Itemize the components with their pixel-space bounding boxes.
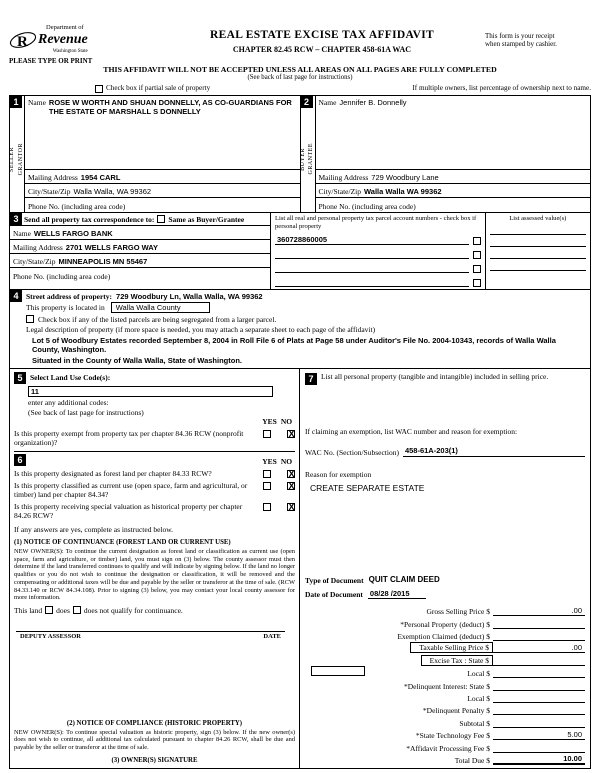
same-as-buyer-checkbox[interactable]	[157, 215, 165, 223]
warning-line: THIS AFFIDAVIT WILL NOT BE ACCEPTED UNLESS ALL AREAS ON ALL PAGES ARE FULLY COMPLETED	[103, 64, 497, 74]
land-qualify-row: This land does does not qualify for continuance.	[14, 605, 183, 615]
fee-row-taxable-selling-price: Taxable Selling Price $ .00	[305, 641, 585, 653]
wac-label: WAC No. (Section/Subsection)	[305, 447, 399, 457]
seller-mailing-row: Mailing Address 1954 CARL	[25, 170, 300, 184]
document-type-field[interactable]: QUIT CLAIM DEED	[368, 575, 440, 585]
assessed-values-header: List assessed value(s)	[509, 215, 567, 223]
seller-city-field[interactable]: Walla Walla, WA 99362	[73, 187, 152, 197]
street-address-label: Street address of property:	[26, 291, 113, 301]
fee-row-personal-property-deduct: *Personal Property (deduct) $	[305, 616, 585, 628]
seller-section	[10, 96, 300, 212]
exempt-no-checkbox[interactable]	[287, 430, 295, 438]
seller-mailing-field[interactable]: 1954 CARL	[80, 173, 121, 183]
segregated-checkbox[interactable]	[26, 315, 34, 323]
multiple-owners-note: If multiple owners, list percentage of ownership next to name.	[412, 84, 591, 93]
partial-sale-label: Check box if partial sale of property	[106, 84, 211, 93]
assessed-value-field-4[interactable]	[490, 259, 586, 271]
fee-row-exemption-claimed: Exemption Claimed (deduct) $	[305, 629, 585, 641]
personal-property-checkbox-1[interactable]	[473, 237, 481, 245]
legal-description-field[interactable]: Lot 5 of Woodbury Estates recorded September 8, 2004 in Roll File 6 of Plats at Page 58 under Auditor's File No. 2004-10343, records of Walla Walla County, Washington.	[32, 335, 556, 354]
correspondence-name-row: Name WELLS FARGO BANK	[10, 226, 270, 240]
partial-sale-checkbox[interactable]	[95, 85, 103, 93]
parcel-number-field-4[interactable]	[275, 277, 469, 287]
parcel-number-field-2[interactable]	[275, 249, 469, 259]
deputy-assessor-signature-line[interactable]: DEPUTY ASSESSOR DATE	[16, 631, 285, 641]
fee-row-affidavit-processing-fee: *Affidavit Processing Fee $	[305, 740, 585, 752]
fee-row-state-technology-fee: *State Technology Fee $ 5.00	[305, 728, 585, 740]
land-use-code-box[interactable]	[28, 386, 273, 397]
parcel-row-2	[275, 249, 481, 259]
fee-row-excise-tax-state: Excise Tax : State $	[305, 653, 585, 665]
parcel-row-1	[275, 235, 481, 245]
personal-property-checkbox-4[interactable]	[473, 279, 481, 287]
personal-property-checkbox-2[interactable]	[473, 251, 481, 259]
section7-number: 7	[305, 373, 317, 385]
forest-question-row	[14, 469, 295, 478]
notice-continuance-title: (1) NOTICE OF CONTINUANCE (FOREST LAND OR CURRENT USE)	[14, 538, 231, 546]
fee-row-delinquent-penalty: *Delinquent Penalty $	[305, 703, 585, 715]
buyer-section	[300, 96, 591, 212]
land-use-code-field[interactable]: 11	[31, 386, 39, 396]
correspondence-name-field[interactable]: WELLS FARGO BANK	[33, 229, 113, 239]
parcel-numbers-column	[271, 213, 486, 289]
reason-for-exemption-label: Reason for exemption	[305, 469, 372, 479]
seller-city-row: City/State/Zip Walla Walla, WA 99362	[25, 184, 300, 198]
wac-number-field[interactable]: 458-61A-203(1)	[403, 446, 585, 457]
tax-correspondence-section	[9, 213, 591, 290]
document-date-row	[305, 589, 585, 599]
document-type-label: Type of Document	[305, 575, 364, 585]
chapter-subtitle: CHAPTER 82.45 RCW – CHAPTER 458-61A WAC	[232, 44, 412, 54]
fee-row-delinquent-interest-local: Local $	[305, 691, 585, 703]
buyer-grantee-sidebar: BUYER GRANTEE	[301, 96, 316, 212]
parcel-number-field-1[interactable]: 360728860005	[275, 235, 469, 245]
see-back-note: (See back of last page for instructions)	[247, 74, 353, 82]
revenue-orbit-icon	[9, 27, 37, 51]
additional-codes-label: enter any additional codes:	[28, 397, 109, 407]
notice-compliance-title: (2) NOTICE OF COMPLIANCE (HISTORIC PROPERTY)	[66, 719, 243, 727]
historic-no-checkbox[interactable]	[287, 503, 295, 511]
total-due-field[interactable]: 10.00	[493, 754, 585, 765]
personal-property-label: List all personal property (tangible and intangible) included in selling price.	[321, 371, 549, 381]
dept-line1: Department of	[46, 24, 84, 31]
assessed-values-column	[486, 213, 590, 289]
parcel-row-4	[275, 277, 481, 287]
street-address-field[interactable]: 729 Woodbury Ln, Walla Walla, WA 99362	[116, 291, 263, 301]
seller-name-row: Name ROSE W WORTH AND SHUAN DONNELLY, AS CO-GUARDIANS FOR THE ESTATE OF MARSHALL S DONNELLY	[25, 96, 300, 170]
seller-name-field[interactable]: ROSE W WORTH AND SHUAN DONNELLY, AS CO-GUARDIANS FOR THE ESTATE OF MARSHALL S DONNELLY	[48, 98, 292, 117]
wac-row	[305, 446, 585, 457]
fee-row-gross-selling-price: Gross Selling Price $ .00	[305, 604, 585, 616]
exempt-question: Is this property exempt from property tax per chapter 84.36 RCW (nonprofit organization)?	[14, 428, 244, 447]
correspondence-mailing-field[interactable]: 2701 WELLS FARGO WAY	[65, 243, 159, 253]
located-in-label: This property is located in	[26, 303, 105, 313]
receipt-note: This form is your receipt when stamped by cashier.	[485, 32, 557, 49]
buyer-phone-row: Phone No. (including area code)	[318, 202, 416, 212]
current-use-yes-checkbox[interactable]	[263, 482, 271, 490]
dept-of-revenue-logo	[9, 24, 159, 65]
section2-number: 2	[301, 96, 313, 108]
current-use-question-row	[14, 481, 295, 499]
assessed-value-field-3[interactable]	[490, 247, 586, 259]
buyer-name-field[interactable]: Jennifer B. Donnelly	[339, 98, 407, 108]
exempt-question-row	[14, 429, 295, 447]
parcel-number-field-3[interactable]	[275, 263, 469, 273]
send-correspondence-row: Send all property tax correspondence to: Same as Buyer/Grantee	[10, 213, 270, 226]
correspondence-phone-row: Phone No. (including area code)	[13, 272, 111, 282]
county-field[interactable]: Walla Walla County	[111, 302, 210, 313]
page-title: REAL ESTATE EXCISE TAX AFFIDAVIT	[210, 29, 434, 41]
section4-number: 4	[10, 290, 22, 302]
land-use-section	[14, 372, 295, 452]
forest-question: Is this property designated as forest land per chapter 84.33 RCW?	[14, 468, 212, 478]
assessed-value-field-1[interactable]	[490, 223, 586, 235]
current-use-question: Is this property classified as current use (open space, farm and agricultural, or timber) land per chapter 84.34?	[14, 480, 248, 499]
correspondence-city-row: City/State/Zip MINNEAPOLIS MN 55467	[10, 254, 270, 268]
fee-row-excise-tax-local: Local $	[305, 666, 585, 678]
forest-yes-checkbox[interactable]	[263, 470, 271, 478]
form-header	[9, 24, 591, 65]
parties-section	[9, 95, 591, 213]
buyer-city-field[interactable]: Walla Walla WA 99362	[364, 187, 442, 197]
land-use-label: Select Land Use Code(s):	[30, 373, 111, 383]
assessed-value-field-2[interactable]	[490, 235, 586, 247]
dept-line3: Washington State	[52, 48, 88, 54]
current-use-no-checkbox[interactable]	[287, 482, 295, 490]
land-does-not-checkbox[interactable]	[73, 606, 81, 614]
correspondence-city-field[interactable]: MINNEAPOLIS MN 55467	[58, 257, 148, 267]
forest-no-checkbox[interactable]	[287, 470, 295, 478]
parcel-row-3	[275, 263, 481, 273]
fee-row-subtotal: Subtotal $	[305, 715, 585, 727]
lower-columns	[9, 369, 591, 769]
document-date-label: Date of Document	[305, 589, 363, 599]
historic-yes-checkbox[interactable]	[263, 503, 271, 511]
seller-phone-row: Phone No. (including area code)	[28, 202, 126, 212]
seller-grantor-sidebar: SELLER GRANTOR	[10, 96, 25, 212]
dept-line2: Revenue	[38, 31, 88, 47]
property-description-section	[9, 290, 591, 369]
personal-property-section	[305, 372, 585, 385]
historic-question: Is this property receiving special valuation as historical property per chapter 84.26 RCW?	[14, 501, 243, 520]
situated-line: Situated in the County of Walla Walla, State of Washington.	[32, 355, 242, 365]
svg-text:R: R	[17, 34, 28, 51]
parcel-numbers-header: List all real and personal property tax parcel account numbers - check box if personal property	[275, 215, 477, 231]
state-technology-fee-field[interactable]: 5.00	[493, 730, 585, 740]
yes-no-header-6: YES NO	[262, 456, 293, 466]
notice-continuance-body: NEW OWNER(S): To continue the current designation as forest land or classification as current use (open space, farm and agriculture, or timber) land, you must sign on (3) below. The county assessor must then determine if the land transferred continues to qualify and will indicate by signing below. If the land no longer qualifies or you do not wish to continue the designation or classification, it will be removed and the compensating or additional taxes will be due and payable by the seller or transferor at the time of sale. (RCW 84.33.140 or RCW 84.34.108). Prior to signing (3) below, you may contact your local county assessor for more information.	[14, 548, 295, 602]
section5-number: 5	[14, 372, 26, 384]
gross-selling-price-field[interactable]: .00	[493, 606, 585, 616]
exemption-instruction: If claiming an exemption, list WAC number and reason for exemption:	[305, 426, 518, 436]
segregated-label: Check box if any of the listed parcels are being segregated from a larger parcel.	[38, 314, 277, 324]
correspondence-mailing-row: Mailing Address 2701 WELLS FARGO WAY	[10, 240, 270, 254]
stamp-box	[311, 666, 365, 676]
personal-property-checkbox-3[interactable]	[473, 265, 481, 273]
exempt-yes-checkbox[interactable]	[263, 430, 271, 438]
section6-number: 6	[14, 454, 26, 466]
fee-row-total-due: Total Due $ 10.00	[305, 753, 585, 765]
buyer-mailing-row: Mailing Address 729 Woodbury Lane	[316, 170, 591, 184]
fees-table	[305, 604, 585, 765]
document-date-field[interactable]: 08/28 /2015	[368, 589, 426, 599]
section3-number: 3	[10, 213, 22, 225]
fee-row-delinquent-interest-state: *Delinquent Interest: State $	[305, 678, 585, 690]
reason-for-exemption-field[interactable]: CREATE SEPARATE ESTATE	[310, 482, 425, 493]
please-type-or-print: PLEASE TYPE OR PRINT	[9, 56, 93, 65]
if-yes-note: If any answers are yes, complete as instructed below.	[14, 524, 174, 534]
buyer-city-row: City/State/Zip Walla Walla WA 99362	[316, 184, 591, 198]
notice-compliance-body: NEW OWNER(S): To continue special valuation as historic property, sign (3) below. If the new owner(s) does not wish to continue, all additional tax calculated pursuant to chapter 84.26 RCW, shall be due and payable by the seller or transferor at the time of sale.	[14, 728, 295, 752]
owners-signature-title: (3) OWNER(S) SIGNATURE	[111, 756, 198, 764]
yes-no-header-5: YES NO	[262, 416, 293, 426]
partial-sale-row	[9, 82, 591, 95]
taxable-selling-price-field[interactable]: .00	[493, 643, 585, 653]
land-designation-section	[14, 452, 295, 765]
see-back-instructions: (See back of last page for instructions)	[28, 407, 144, 417]
land-does-checkbox[interactable]	[45, 606, 53, 614]
legal-description-label: Legal description of property (if more space is needed, you may attach a separate sheet to each page of the affidavit)	[26, 325, 376, 335]
historic-question-row	[14, 502, 295, 520]
buyer-name-row: Name Jennifer B. Donnelly	[316, 96, 591, 170]
section1-number: 1	[10, 96, 22, 108]
document-type-row	[305, 575, 585, 585]
buyer-mailing-field[interactable]: 729 Woodbury Lane	[371, 173, 439, 183]
